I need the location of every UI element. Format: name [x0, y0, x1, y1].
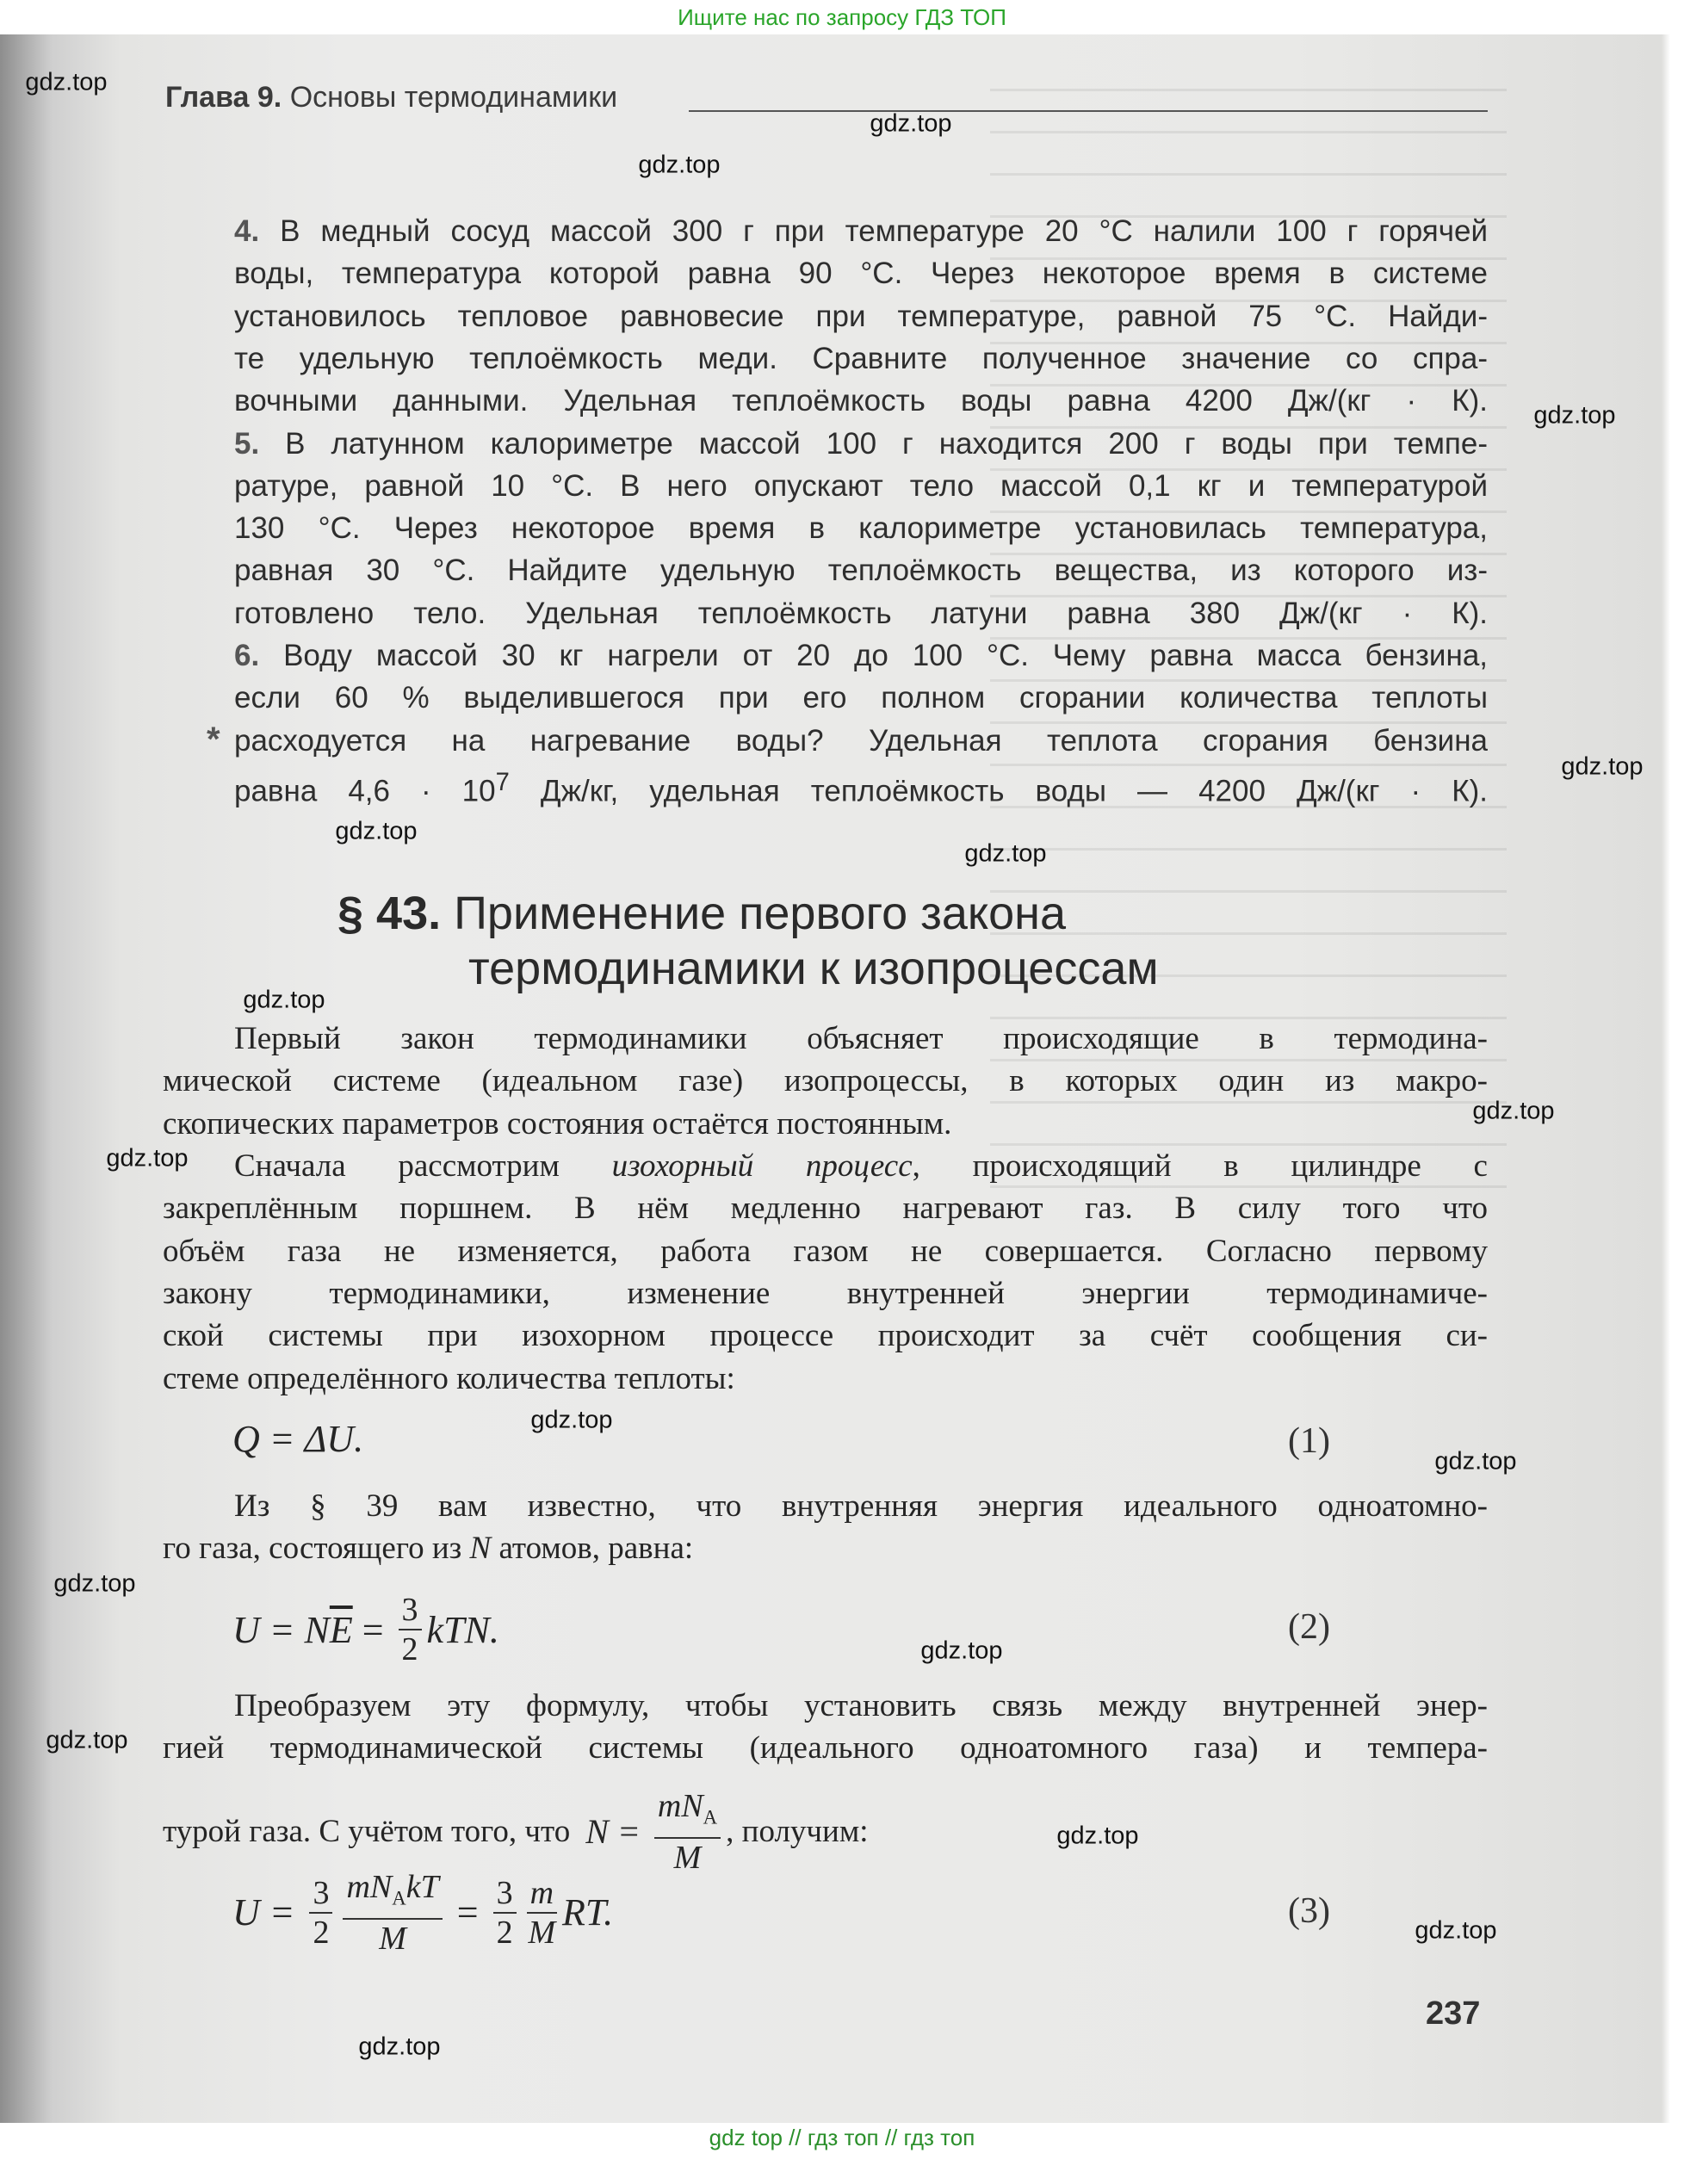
watermark-text: gdz.top [1472, 1097, 1555, 1125]
text: гией термодинамической системы (идеального одноатомного газа) и темпера- [163, 1730, 1488, 1766]
text-line [163, 1272, 1488, 1315]
page-number: 237 [1426, 1995, 1481, 2032]
body-line [163, 1787, 869, 1877]
formula-inline-lhs: N = [585, 1812, 649, 1852]
numerator-text: mN [657, 1788, 703, 1824]
fraction [527, 1874, 557, 1952]
text: ской системы при изохорном процессе происходит за счёт сообщения си- [163, 1318, 1488, 1354]
formula-1-text: Q = ΔU. [232, 1418, 364, 1460]
numerator-text: mN [346, 1869, 393, 1905]
section-title-text: Применение первого закона [441, 888, 1067, 939]
text-line [234, 210, 1488, 252]
text-line [163, 1060, 1488, 1102]
text: установилось тепловое равновесие при температуре, равной 75 °С. Найди- [234, 299, 1488, 333]
text-line [234, 1685, 1488, 1727]
watermark-text: gdz.top [46, 1726, 128, 1754]
watermark-text: gdz.top [964, 839, 1047, 868]
numerator: 3 [493, 1874, 517, 1914]
section-number: § 43. [337, 888, 442, 939]
header-rule [689, 110, 1488, 112]
watermark-text: gdz.top [358, 2032, 441, 2061]
text: Сначала рассмотрим [234, 1148, 612, 1184]
formula-inline [585, 1787, 726, 1877]
formula-3-lhs: U = [232, 1891, 305, 1934]
text-line [234, 465, 1488, 507]
formula-2-lhs: U = N [232, 1608, 330, 1651]
watermark-text: gdz.top [53, 1569, 136, 1598]
formula-1 [232, 1417, 363, 1461]
text-line [234, 507, 1488, 549]
text-line [163, 1358, 1488, 1400]
watermark-text: gdz.top [1056, 1822, 1139, 1850]
text: если 60 % выделившегося при его полном сгорании количества теплоты [234, 681, 1488, 715]
watermark-text: gdz.top [106, 1144, 189, 1172]
text: стеме определённого количества теплоты: [163, 1360, 735, 1396]
text: Первый закон термодинамики объясняет происходящие в термодина- [234, 1021, 1488, 1056]
text: воды, температура которой равна 90 °С. Через некоторое время в системе [234, 257, 1488, 291]
chapter-title: Основы термодинамики [282, 81, 618, 114]
text-line [234, 1485, 1488, 1527]
subscript: A [392, 1887, 406, 1909]
equation-number-1: (1) [1288, 1421, 1330, 1461]
equals-sign: = [352, 1608, 393, 1651]
text: равная 30 °С. Найдите удельную теплоёмкость вещества, из которого из- [234, 554, 1488, 588]
text: турой газа. С учётом того, что [163, 1814, 571, 1850]
numerator-tail: kT [406, 1869, 439, 1905]
text: скопических параметров состояния остаётся постоянным. [163, 1105, 952, 1141]
text: го газа, состоящего из [163, 1531, 470, 1567]
difficulty-star-icon: * [207, 721, 220, 758]
text-line [234, 337, 1488, 380]
text: равна 4,6 · 10 [234, 774, 496, 808]
superscript: 7 [495, 768, 510, 796]
text: вочными данными. Удельная теплоёмкость воды равна 4200 Дж/(кг · К). [234, 384, 1488, 418]
watermark-text: gdz.top [243, 986, 325, 1014]
text-line [234, 423, 1488, 465]
text-line [163, 1527, 1488, 1569]
text-line [234, 549, 1488, 591]
text: Преобразуем эту формулу, чтобы установить связь между внутренней энер- [234, 1688, 1488, 1723]
fraction [343, 1868, 442, 1958]
text: ратуре, равной 10 °С. В него опускают тело массой 0,1 кг и температурой [234, 468, 1488, 503]
top-banner[interactable]: Ищите нас по запросу ГДЗ ТОП [0, 0, 1684, 34]
watermark-text: gdz.top [920, 1636, 1003, 1665]
watermark-text: gdz.top [25, 68, 108, 96]
text: закону термодинамики, изменение внутренней энергии термодинамиче- [163, 1275, 1488, 1311]
text-line [234, 295, 1488, 337]
denominator: M [673, 1839, 702, 1876]
text-line [163, 1230, 1488, 1272]
text: расходуется на нагревание воды? Удельная теплота сгорания бензина [234, 723, 1488, 758]
fraction-mNA-M [654, 1787, 721, 1877]
watermark-text: gdz.top [638, 151, 721, 179]
formula-2-rest: kTN. [426, 1608, 499, 1651]
formula-3-rest: RT. [562, 1891, 614, 1934]
watermark-text: gdz.top [335, 817, 418, 845]
text: Воду массой 30 кг нагрели от 20 до 100 °С. Чему равна масса бензина, [283, 639, 1489, 672]
text: те удельную теплоёмкость меди. Сравните полученное значение со спра- [234, 341, 1488, 375]
equation-number-2: (2) [1288, 1607, 1330, 1647]
problem-number: 4. [234, 214, 281, 248]
watermark-text: gdz.top [530, 1406, 613, 1434]
section-title-line1 [337, 887, 1066, 940]
text: Из § 39 вам известно, что внутренняя энергия идеального одноатомно- [234, 1488, 1488, 1524]
text-line [234, 592, 1488, 634]
watermark-text: gdz.top [1533, 401, 1616, 430]
text-line [234, 677, 1488, 719]
numerator: 3 [309, 1874, 332, 1914]
fraction [309, 1874, 332, 1952]
text: , получим: [726, 1814, 869, 1850]
text-line [234, 252, 1488, 294]
text-line [234, 1018, 1488, 1060]
text: мической системе (идеальном газе) изопроцессы, в которых один из макро- [163, 1063, 1488, 1099]
text-line [234, 380, 1488, 422]
denominator: M [379, 1920, 406, 1957]
chapter-header [165, 81, 617, 114]
text-line [163, 1727, 1488, 1769]
fraction [493, 1874, 517, 1952]
watermark-text: gdz.top [870, 109, 952, 138]
footer-links[interactable]: gdz top // гдз топ // гдз топ [0, 2123, 1684, 2184]
text-line [234, 762, 1488, 808]
watermark-text: gdz.top [1561, 752, 1644, 781]
fraction-3-2 [399, 1591, 422, 1668]
text: 130 °С. Через некоторое время в калориметре установилась температура, [234, 511, 1488, 546]
denominator: M [528, 1914, 556, 1951]
text-line [234, 634, 1488, 677]
text-line [163, 1315, 1488, 1357]
text: В латунном калориметре массой 100 г находится 200 г воды при темпе- [285, 426, 1489, 461]
problem-number: 6. [234, 639, 284, 672]
denominator: 2 [401, 1631, 418, 1667]
numerator [343, 1868, 442, 1920]
text-line [234, 1145, 1488, 1187]
text: , происходящий в цилиндре с [912, 1148, 1488, 1184]
emphasized-term: изохорный процесс [611, 1148, 913, 1184]
numerator: m [527, 1874, 557, 1914]
watermark-text: gdz.top [1415, 1916, 1497, 1945]
formula-2 [232, 1591, 499, 1668]
emphasized-term: N [469, 1531, 492, 1567]
text: Дж/кг, удельная теплоёмкость воды — 4200 Дж/(кг · К). [509, 774, 1488, 808]
text-line [163, 1103, 1488, 1145]
text: готовлено тело. Удельная теплоёмкость латуни равна 380 Дж/(кг · К). [234, 596, 1488, 630]
text-line [163, 1187, 1488, 1229]
text: В медный сосуд массой 300 г при температуре 20 °С налили 100 г горячей [280, 214, 1488, 248]
chapter-label: Глава 9. [165, 81, 282, 114]
text-line [234, 720, 1488, 762]
equation-number-3: (3) [1288, 1891, 1330, 1931]
numerator [654, 1787, 721, 1839]
denominator: 2 [313, 1914, 330, 1951]
text: закреплённым поршнем. В нём медленно нагревают газ. В силу того что [163, 1191, 1488, 1227]
text: атомов, равна: [491, 1531, 694, 1567]
subscript: A [703, 1806, 718, 1828]
denominator: 2 [496, 1914, 513, 1951]
watermark-text: gdz.top [1434, 1447, 1517, 1476]
numerator: 3 [399, 1591, 422, 1630]
formula-3 [232, 1868, 613, 1958]
equals-sign: = [447, 1891, 488, 1934]
text: объём газа не изменяется, работа газом не совершается. Согласно первому [163, 1233, 1488, 1269]
mean-energy-symbol: $\overline{E}$ [329, 1608, 353, 1651]
problem-number: 5. [234, 426, 286, 461]
section-title-line2: термодинамики к изопроцессам [468, 943, 1159, 994]
